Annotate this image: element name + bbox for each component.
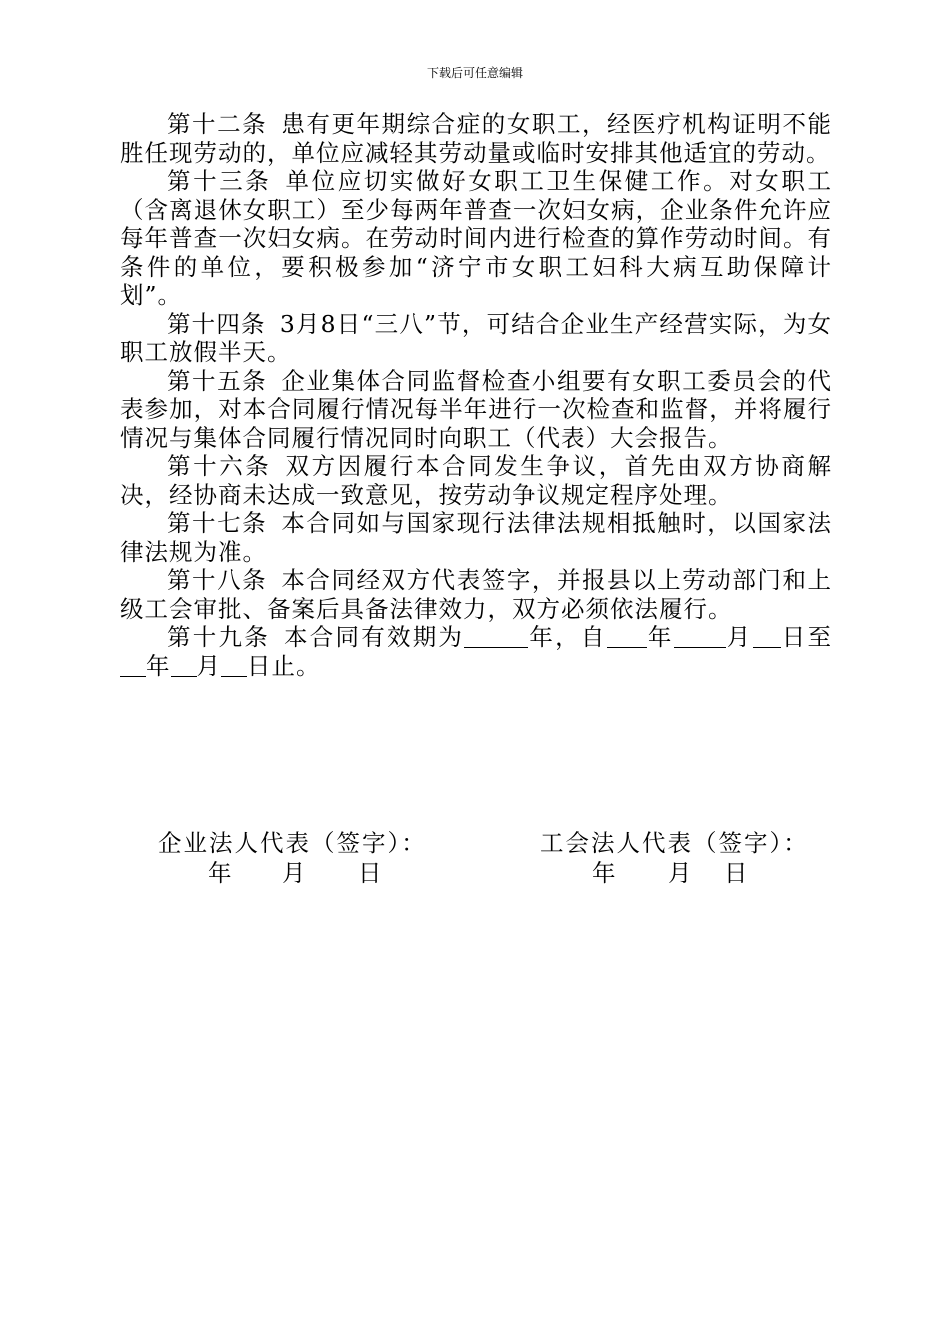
article-number: 第十六条 bbox=[167, 452, 272, 480]
union-signature bbox=[540, 828, 840, 888]
article-18 bbox=[120, 566, 832, 623]
article-text: 3月8日“三八”节，可结合企业生产经营实际，为女职工放假半天。 bbox=[120, 309, 833, 366]
article-12 bbox=[120, 110, 832, 167]
article-text: 本合同如与国家现行法律法规相抵触时，以国家法律法规为准。 bbox=[120, 509, 833, 566]
union-signature-label: 工会法人代表（签字）： bbox=[540, 829, 809, 857]
article-text: 本合同有效期为 bbox=[284, 623, 465, 651]
start-month-blank[interactable] bbox=[674, 624, 726, 649]
article-17 bbox=[120, 509, 832, 566]
article-text: 月 bbox=[725, 623, 753, 651]
article-text: 企业集体合同监督检查小组要有女职工委员会的代表参加，对本合同履行情况每半年进行一次检查和监督，并将履行情况与集体合同履行情况同时向职工（代表）大会报告。 bbox=[120, 366, 833, 452]
article-number: 第十八条 bbox=[167, 566, 268, 594]
contract-body bbox=[120, 110, 832, 680]
article-text: 日至 bbox=[780, 623, 833, 651]
article-text: 年，自 bbox=[528, 623, 607, 651]
end-year-blank[interactable] bbox=[120, 652, 146, 677]
article-number: 第十九条 bbox=[167, 623, 270, 651]
start-day-blank[interactable] bbox=[753, 624, 781, 649]
year-label: 年 bbox=[592, 859, 616, 887]
article-text: 年 bbox=[646, 623, 674, 651]
day-label: 日 bbox=[358, 859, 382, 887]
article-text: 日止。 bbox=[247, 651, 321, 680]
month-label: 月 bbox=[282, 859, 306, 887]
article-16 bbox=[120, 452, 832, 509]
start-year-blank[interactable] bbox=[607, 624, 647, 649]
term-years-blank[interactable] bbox=[464, 624, 528, 649]
page-header bbox=[0, 66, 950, 80]
day-label: 日 bbox=[724, 859, 748, 887]
year-label: 年 bbox=[208, 859, 232, 887]
month-label: 月 bbox=[668, 859, 692, 887]
end-month-blank[interactable] bbox=[171, 652, 197, 677]
article-number: 第十四条 bbox=[167, 309, 266, 338]
article-text: 年 bbox=[146, 651, 171, 680]
article-number: 第十二条 bbox=[167, 110, 268, 138]
article-text: 患有更年期综合症的女职工，经医疗机构证明不能胜任现劳动的，单位应减轻其劳动量或临时安排其他适宜的劳动。 bbox=[120, 110, 833, 167]
article-19 bbox=[120, 623, 832, 680]
enterprise-signature-label: 企业法人代表（签字）： bbox=[158, 829, 427, 857]
article-text: 本合同经双方代表签字，并报县以上劳动部门和上级工会审批、备案后具备法律效力，双方必须依法履行。 bbox=[120, 566, 833, 623]
article-number: 第十五条 bbox=[167, 366, 268, 395]
article-14 bbox=[120, 310, 832, 367]
article-number: 第十三条 bbox=[167, 167, 272, 195]
article-text: 月 bbox=[196, 651, 221, 680]
article-13 bbox=[120, 167, 832, 310]
article-number: 第十七条 bbox=[167, 509, 268, 537]
union-signature-date bbox=[540, 858, 840, 888]
article-15 bbox=[120, 367, 832, 453]
enterprise-signature bbox=[158, 828, 458, 888]
article-text: 单位应切实做好女职工卫生保健工作。对女职工（含离退休女职工）至少每两年普查一次妇女病，企业条件允许应每年普查一次妇女病。在劳动时间内进行检查的算作劳动时间。有条件的单位，要积极参加“济宁市女职工妇科大病互助保障计划”。 bbox=[120, 167, 833, 309]
article-text: 双方因履行本合同发生争议，首先由双方协商解决，经协商未达成一致意见，按劳动争议规定程序处理。 bbox=[120, 452, 833, 509]
end-day-blank[interactable] bbox=[221, 652, 247, 677]
header-text: 下载后可任意编辑 bbox=[426, 66, 523, 80]
enterprise-signature-date bbox=[158, 858, 458, 888]
